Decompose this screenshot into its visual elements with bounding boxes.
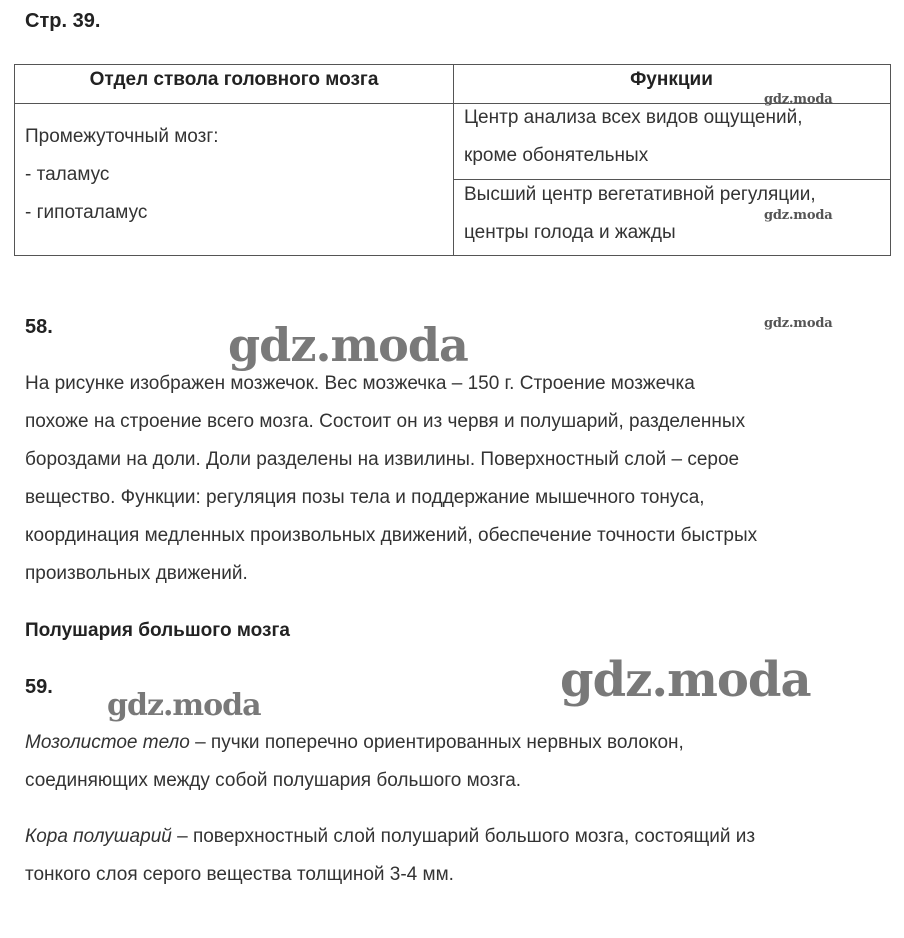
table-header-department: Отдел ствола головного мозга	[89, 69, 379, 90]
text-line	[25, 818, 895, 856]
page-number: Стр. 39.	[25, 10, 101, 32]
cell-line: Центр анализа всех видов ощущений,	[464, 107, 803, 128]
watermark: gdz.moda	[764, 316, 833, 331]
definition-corpus-callosum	[25, 724, 895, 800]
text-line	[25, 724, 895, 762]
text-line: На рисунке изображен мозжечок. Вес мозжечка – 150 г. Строение мозжечка	[25, 373, 695, 394]
task-58-text	[25, 365, 895, 593]
definition-cortex	[25, 818, 895, 894]
watermark: gdz.moda	[228, 318, 468, 372]
cell-line: кроме обонятельных	[464, 145, 649, 166]
watermark: gdz.moda	[560, 652, 811, 708]
cell-line: - гипоталамус	[25, 202, 148, 223]
text-line: похоже на строение всего мозга. Состоит он из червя и полушарий, разделенных	[25, 411, 746, 432]
watermark: gdz.moda	[764, 92, 833, 107]
text-line: тонкого слоя серого вещества толщиной 3-4 мм.	[25, 864, 454, 885]
table-header-functions: Функции	[630, 69, 713, 90]
definition-text: – пучки поперечно ориентированных нервных волокон,	[189, 732, 684, 753]
cell-line: Высший центр вегетативной регуляции,	[464, 184, 816, 205]
table-column-divider	[453, 65, 454, 255]
text-line: вещество. Функции: регуляция позы тела и поддержание мышечного тонуса,	[25, 487, 705, 508]
term-corpus-callosum: Мозолистое тело	[25, 732, 190, 753]
term-cortex: Кора полушарий	[25, 826, 172, 847]
task-number-59: 59.	[25, 676, 53, 698]
definition-text: – поверхностный слой полушарий большого мозга, состоящий из	[171, 826, 756, 847]
cell-line: - таламус	[25, 164, 110, 185]
text-line: координация медленных произвольных движений, обеспечение точности быстрых	[25, 525, 758, 546]
table-cell-thalamus-function	[464, 99, 802, 175]
text-line: бороздами на доли. Доли разделены на извилины. Поверхностный слой – серое	[25, 449, 740, 470]
brain-stem-table	[14, 64, 891, 256]
cell-line: Промежуточный мозг:	[25, 126, 219, 147]
section-heading: Полушария большого мозга	[25, 620, 290, 641]
text-line: соединяющих между собой полушария большого мозга.	[25, 770, 522, 791]
task-number-58: 58.	[25, 316, 53, 338]
watermark: gdz.moda	[764, 208, 833, 223]
text-line: произвольных движений.	[25, 563, 248, 584]
table-cell-hypothalamus-function	[464, 176, 816, 252]
watermark: gdz.moda	[107, 688, 261, 723]
table-cell-diencephalon	[25, 118, 219, 232]
cell-line: центры голода и жажды	[464, 222, 676, 243]
